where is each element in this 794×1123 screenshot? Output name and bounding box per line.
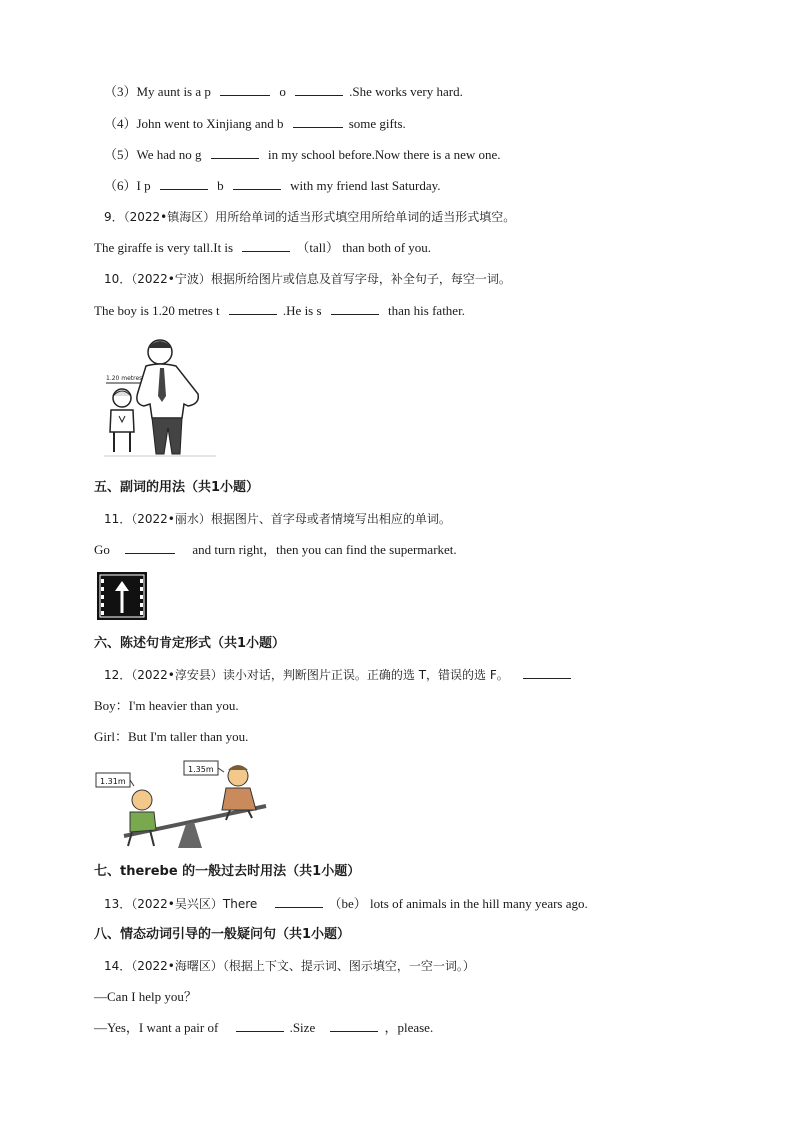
boy-father-figure — [104, 334, 216, 464]
question-5-line — [104, 147, 501, 163]
girl-line: Girl：But I'm taller than you. — [94, 729, 249, 744]
answer-blank[interactable] — [236, 1020, 284, 1032]
text: and turn right，then you can find the supermarket. — [192, 542, 457, 557]
answer-blank[interactable] — [295, 84, 343, 96]
text: The giraffe is very tall.It is — [94, 240, 234, 255]
answer-blank[interactable] — [229, 303, 277, 315]
text: .Size — [289, 1020, 316, 1035]
text: （6）I p — [104, 178, 151, 193]
text: Go — [94, 542, 110, 557]
section-6-heading: 六、陈述句肯定形式（共1小题） — [94, 636, 286, 651]
answer-blank[interactable] — [293, 116, 343, 128]
girl-height-label: 1.35m — [188, 765, 214, 774]
question-10-sentence — [94, 303, 465, 319]
question-14-line-b — [94, 1020, 433, 1036]
answer-blank[interactable] — [233, 178, 281, 190]
text: （5）We had no g — [104, 147, 202, 162]
text: （3）My aunt is a p — [104, 84, 211, 99]
text: in my school before.Now there is a new one. — [268, 147, 501, 162]
text: b — [217, 178, 224, 193]
text: （4）John went to Xinjiang and b — [104, 116, 284, 131]
answer-blank[interactable] — [242, 240, 290, 252]
question-12-title — [104, 667, 577, 683]
section-8-heading: 八、情态动词引导的一般疑问句（共1小题） — [94, 927, 351, 942]
answer-blank[interactable] — [211, 147, 259, 159]
text: than his father. — [388, 303, 465, 318]
question-3-line — [104, 84, 463, 100]
answer-blank[interactable] — [275, 896, 323, 908]
up-arrow-sign-icon — [96, 571, 148, 625]
answer-blank[interactable] — [125, 542, 175, 554]
text: （tall） than both of you. — [296, 240, 432, 255]
question-11-title: 11．（2022•丽水）根据图片、首字母或者情境写出相应的单词。 — [104, 512, 451, 526]
question-14-line-a: —Can I help you？ — [94, 989, 197, 1004]
section-7-heading: 七、therebe 的一般过去时用法（共1小题） — [94, 864, 361, 879]
text: ，please. — [384, 1020, 434, 1035]
boy-height-label: 1.31m — [100, 777, 126, 786]
question-10-title: 10．（2022•宁波）根据所给图片或信息及首写字母，补全句子，每空一词。 — [104, 272, 511, 286]
text: o — [279, 84, 286, 99]
text: .He is s — [282, 303, 322, 318]
section-5-heading: 五、副词的用法（共1小题） — [94, 480, 260, 495]
seesaw-figure — [94, 758, 280, 854]
question-6-line — [104, 178, 441, 194]
question-9-title: 9．（2022•镇海区）用所给单词的适当形式填空用所给单词的适当形式填空。 — [104, 210, 516, 224]
text: with my friend last Saturday. — [290, 178, 441, 193]
answer-blank[interactable] — [331, 303, 379, 315]
question-9-sentence — [94, 240, 431, 256]
text: 13．（2022•吴兴区）There — [104, 897, 258, 911]
text: —Yes，I want a pair of — [94, 1020, 219, 1035]
answer-blank[interactable] — [523, 667, 571, 679]
text: （be） lots of animals in the hill many years ago. — [328, 896, 588, 911]
question-14-title: 14．（2022•海曙区）（根据上下文、提示词、图示填空，一空一词。） — [104, 959, 475, 973]
height-label: 1.20 metres — [106, 375, 143, 382]
text: .She works very hard. — [349, 84, 463, 99]
boy-line: Boy：I'm heavier than you. — [94, 698, 239, 713]
text: some gifts. — [348, 116, 406, 131]
question-11-sentence — [94, 542, 457, 558]
text: 12．（2022•淳安县）读小对话，判断图片正误。正确的选 T，错误的选 F。 — [104, 668, 509, 682]
answer-blank[interactable] — [160, 178, 208, 190]
answer-blank[interactable] — [220, 84, 270, 96]
answer-blank[interactable] — [330, 1020, 378, 1032]
text: The boy is 1.20 metres t — [94, 303, 220, 318]
question-4-line — [104, 116, 406, 132]
question-13-line — [104, 896, 588, 912]
